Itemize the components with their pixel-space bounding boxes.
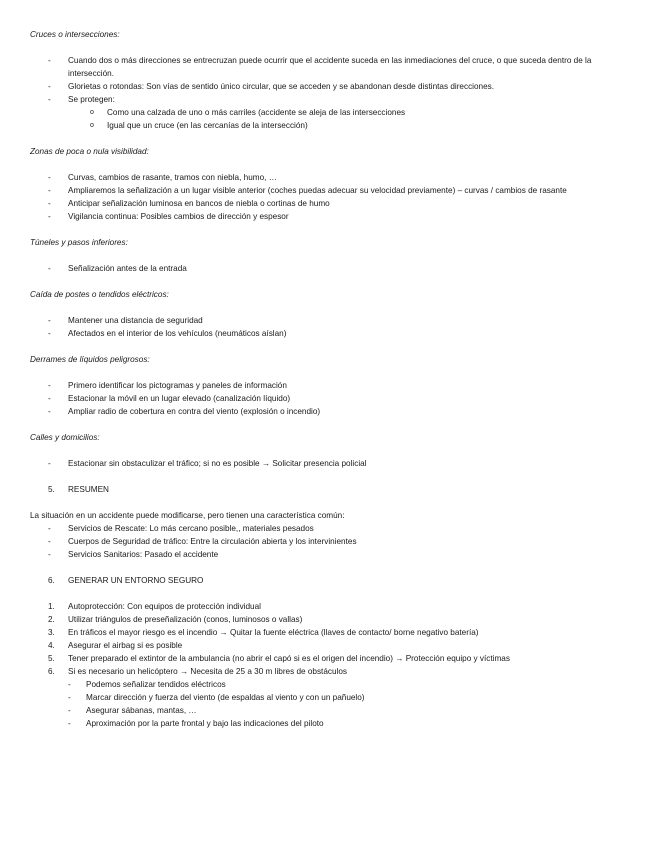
section-heading-tuneles: Túneles y pasos inferiores: [30,238,128,247]
section-heading-postes: Caída de postes o tendidos eléctricos: [30,290,169,299]
section-title-entorno: 6. GENERAR UN ENTORNO SEGURO [48,576,204,585]
list-item: - Afectados en el interior de los vehículos (neumáticos aíslan) [48,329,287,338]
section-heading-cruces: Cruces o intersecciones: [30,30,120,39]
list-item: - Primero identificar los pictogramas y paneles de información [48,381,287,390]
list-item: - Mantener una distancia de seguridad [48,316,203,325]
numbered-item: 1. Autoprotección: Con equipos de protección individual [48,602,261,611]
numbered-item: 6. Si es necesario un helicóptero → Necesita de 25 a 30 m libres de obstáculos [48,667,347,676]
section-heading-derrames: Derrames de líquidos peligrosos: [30,355,150,364]
list-item: - Vigilancia continua: Posibles cambios de dirección y espesor [48,212,289,221]
sub-list-item: - Asegurar sábanas, mantas, … [68,706,197,715]
list-item: - Cuando dos o más direcciones se entrecruzan puede ocurrir que el accidente suceda en las inmediaciones del cruce, o que suceda dentro de la intersección. [48,56,592,78]
list-item: - Estacionar sin obstaculizar el tráfico; si no es posible → Solicitar presencia policial [48,459,367,468]
sub-list-item: - Podemos señalizar tendidos eléctricos [68,680,226,689]
numbered-item: 3. En tráficos el mayor riesgo es el incendio → Quitar la fuente eléctrica (llaves de contacto/ borne negativo batería) [48,628,479,637]
list-item: - Se protegen: [48,95,115,104]
list-item: - Ampliar radio de cobertura en contra del viento (explosión o incendio) [48,407,321,416]
sub-list-item: o Igual que un cruce (en las cercanías de la intersección) [90,121,308,130]
numbered-item: 5. Tener preparado el extintor de la ambulancia (no abrir el capó si es el origen del incendio) → Protección equipo y víctimas [48,654,510,663]
numbered-item: 2. Utilizar triángulos de preseñalización (conos, luminosos o vallas) [48,615,303,624]
list-item: - Servicios de Rescate: Lo más cercano posible,, materiales pesados [48,524,314,533]
section-heading-calles: Calles y domicilios: [30,433,100,442]
list-item: - Servicios Sanitarios: Pasado el accidente [48,550,219,559]
section-title-resumen: 5. RESUMEN [48,485,109,494]
list-item: - Glorietas o rotondas: Son vías de sentido único circular, que se acceden y se abandonan desde distintas direcciones. [48,82,495,91]
sub-list-item: - Marcar dirección y fuerza del viento (de espaldas al viento y con un pañuelo) [68,693,365,702]
section-heading-zonas: Zonas de poca o nula visibilidad: [30,147,149,156]
sub-list-item: o Como una calzada de uno o más carriles (accidente se aleja de las intersecciones [90,108,406,117]
resumen-intro: La situación en un accidente puede modificarse, pero tienen una característica común: [30,511,345,520]
list-item: - Ampliaremos la señalización a un lugar visible anterior (coches puedas adecuar su velocidad previamente) – curvas / cambios de rasante [48,186,567,195]
list-item: - Curvas, cambios de rasante, tramos con niebla, humo, … [48,173,277,182]
list-item: - Cuerpos de Seguridad de tráfico: Entre la circulación abierta y los intervinientes [48,537,357,546]
sub-list-item: - Aproximación por la parte frontal y bajo las indicaciones del piloto [68,719,324,728]
list-item: - Estacionar la móvil en un lugar elevado (canalización líquido) [48,394,291,403]
list-item: - Anticipar señalización luminosa en bancos de niebla o cortinas de humo [48,199,330,208]
numbered-item: 4. Asegurar el airbag si es posible [48,641,183,650]
list-item: - Señalización antes de la entrada [48,264,187,273]
